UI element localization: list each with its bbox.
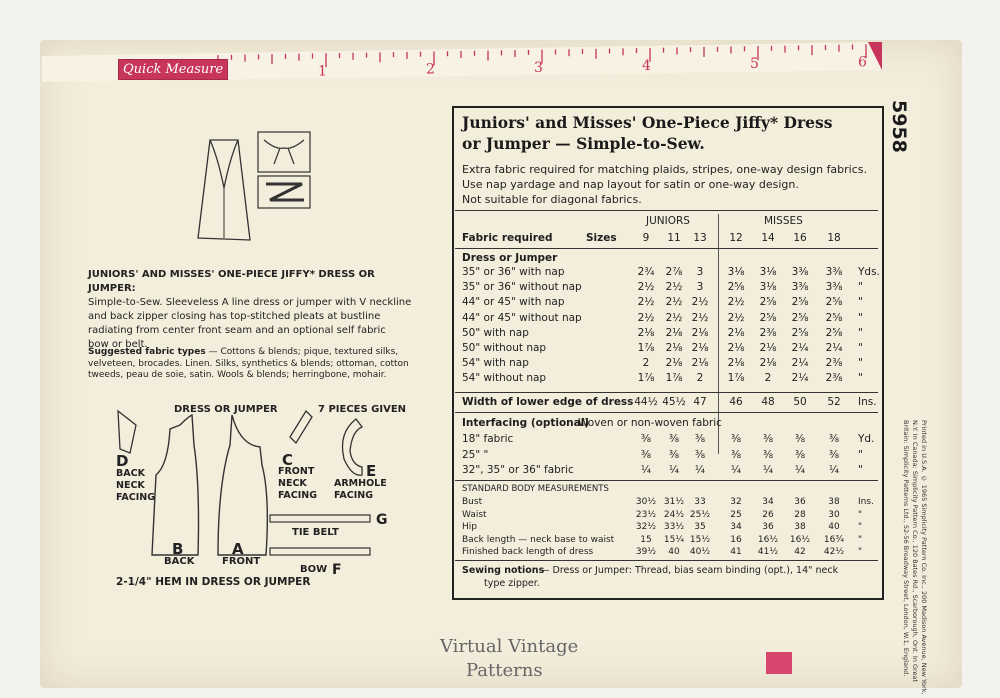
measurement-value: 35 bbox=[694, 522, 706, 533]
yardage-value: 2⅛ bbox=[759, 357, 777, 370]
description-line: radiating from center front seam and an optional self fabric bbox=[88, 325, 386, 336]
copyright-side-print: Printed in U.S.A. © 1965 Simplicity Pattern Co. Inc., 200 Madison Avenue, New York, N.Y. In Canada: Simplicity Pattern Co., 120 Bates Rd., Scarborough, Ont. In Great Britain: Simplicity Patterns Ltd., 52-56 Broadway Street, London, W.1, England. bbox=[902, 420, 928, 695]
row-label: Hip bbox=[462, 522, 477, 533]
notions-label: Sewing notions bbox=[462, 565, 545, 576]
interfacing-value: ⅜ bbox=[794, 448, 806, 461]
yardage-value: 2 bbox=[764, 372, 772, 385]
yardage-value: 2⅝ bbox=[791, 296, 809, 309]
measurement-value: 42 bbox=[794, 547, 806, 558]
yardage-value: 2½ bbox=[665, 311, 683, 324]
misses-header: MISSES bbox=[764, 215, 803, 227]
yardage-value: 3⅜ bbox=[825, 281, 843, 294]
measurement-value: 15 bbox=[640, 534, 652, 545]
pieces-given-label: 7 PIECES GIVEN bbox=[318, 404, 407, 415]
measurement-value: 41 bbox=[730, 547, 742, 558]
ruler-number: 6 bbox=[858, 54, 867, 71]
yardage-value: 3⅛ bbox=[759, 266, 777, 278]
hem-note: 2-1/4" HEM IN DRESS OR JUMPER bbox=[116, 576, 311, 588]
yardage-value: 2⅛ bbox=[665, 342, 683, 354]
measurement-value: 36 bbox=[762, 522, 774, 533]
measurement-value: 42½ bbox=[823, 547, 845, 558]
watermark-line1: Virtual Vintage bbox=[440, 636, 579, 657]
measurement-value: 40½ bbox=[689, 547, 711, 558]
width-value: 50 bbox=[793, 396, 807, 408]
description-line: and back zipper closing has top-stitched pleats at bustline bbox=[88, 311, 381, 322]
measurement-value: 31½ bbox=[663, 497, 685, 507]
measurement-value: 33 bbox=[694, 497, 706, 507]
yardage-value: 2⅛ bbox=[727, 326, 745, 339]
piece-f-letter: F bbox=[332, 562, 342, 578]
measurement-value: 36 bbox=[794, 497, 806, 507]
unit-label: " bbox=[858, 547, 863, 558]
piece-b-label: BACK bbox=[164, 556, 195, 567]
measurement-value: 23½ bbox=[635, 509, 657, 520]
piece-g-label: TIE BELT bbox=[292, 527, 339, 538]
unit-label: Ins. bbox=[858, 396, 877, 408]
divider bbox=[455, 412, 878, 413]
yardage-value: 3 bbox=[696, 266, 704, 278]
yardage-value: 2¾ bbox=[637, 266, 655, 278]
quick-measure-label: Quick Measure bbox=[118, 59, 228, 80]
unit-label: " bbox=[858, 342, 863, 354]
divider bbox=[455, 560, 878, 561]
width-value: 46 bbox=[729, 396, 743, 408]
piece-e-label: ARMHOLE FACING bbox=[334, 478, 387, 501]
unit-label: " bbox=[858, 326, 863, 339]
yardage-value: 2⅞ bbox=[665, 266, 683, 278]
row-label: 50" without nap bbox=[462, 342, 547, 354]
width-value: 52 bbox=[827, 396, 841, 408]
ruler-number: 1 bbox=[318, 63, 327, 80]
measurement-value: 32½ bbox=[635, 522, 657, 533]
yardage-value: 3⅜ bbox=[825, 266, 843, 278]
unit-label: " bbox=[858, 509, 863, 520]
row-label: 35" or 36" without nap bbox=[462, 281, 582, 294]
yardage-value: 2⅛ bbox=[637, 326, 655, 339]
width-row-label: Width of lower edge of dress bbox=[462, 396, 634, 408]
row-label: 18" fabric bbox=[462, 433, 514, 445]
interfacing-value: ¼ bbox=[828, 464, 840, 476]
row-label: 44" or 45" with nap bbox=[462, 296, 565, 309]
yardage-value: 2⅝ bbox=[791, 326, 809, 339]
body-measurements-label: STANDARD BODY MEASUREMENTS bbox=[462, 484, 609, 494]
interfacing-value: ⅜ bbox=[762, 448, 774, 461]
suggested-fabrics bbox=[88, 347, 424, 382]
interfacing-value: ¼ bbox=[730, 464, 742, 476]
yardage-value: 2 bbox=[696, 372, 704, 385]
juniors-header: JUNIORS bbox=[646, 215, 690, 227]
interfacing-value: ⅜ bbox=[668, 433, 680, 445]
yardage-value: 2⅜ bbox=[825, 357, 843, 370]
measurement-value: 15½ bbox=[689, 534, 711, 545]
measurement-value: 26 bbox=[762, 509, 774, 520]
yardage-value: 2⅛ bbox=[727, 342, 745, 354]
description-heading: JUNIORS' AND MISSES' ONE-PIECE JIFFY* DRESS OR JUMPER: bbox=[88, 269, 375, 294]
yardage-value: 2⅝ bbox=[825, 296, 843, 309]
size-header: 9 bbox=[642, 232, 650, 244]
size-header: 12 bbox=[729, 232, 743, 244]
yardage-value: 2⅝ bbox=[759, 311, 777, 324]
measurement-value: 16½ bbox=[789, 534, 811, 545]
piece-g-letter: G bbox=[376, 512, 388, 528]
yardage-value: 2 bbox=[642, 357, 650, 370]
measurement-value: 25 bbox=[730, 509, 742, 520]
yardage-value: 2½ bbox=[637, 296, 655, 309]
interfacing-value: ⅜ bbox=[730, 433, 742, 445]
fabric-required-label: Fabric required bbox=[462, 232, 553, 244]
row-label: 25" " bbox=[462, 448, 489, 461]
yardage-value: 2⅝ bbox=[759, 296, 777, 309]
unit-label: " bbox=[858, 296, 863, 309]
yardage-value: 1⅞ bbox=[637, 342, 655, 354]
divider bbox=[455, 210, 878, 211]
row-label: Waist bbox=[462, 509, 487, 520]
measurement-value: 24½ bbox=[663, 509, 685, 520]
divider bbox=[455, 392, 878, 393]
yardage-value: 2⅛ bbox=[727, 357, 745, 370]
yardage-value: 2½ bbox=[691, 296, 709, 309]
piece-b-letter: B bbox=[172, 540, 184, 558]
ruler-number: 5 bbox=[750, 56, 759, 73]
size-header: 18 bbox=[827, 232, 841, 244]
yardage-value: 2⅝ bbox=[727, 281, 745, 294]
yardage-value: 3 bbox=[696, 281, 704, 294]
row-label: Bust bbox=[462, 497, 483, 507]
interfacing-value: ¼ bbox=[694, 464, 706, 476]
measurement-value: 25½ bbox=[689, 509, 711, 520]
unit-label: " bbox=[858, 281, 863, 294]
interfacing-value: ⅜ bbox=[668, 448, 680, 461]
interfacing-value: ⅜ bbox=[762, 433, 774, 445]
yardage-value: 2⅛ bbox=[665, 357, 683, 370]
yardage-value: 2⅜ bbox=[759, 326, 777, 339]
unit-label: " bbox=[858, 448, 863, 461]
interfacing-value: ⅜ bbox=[730, 448, 742, 461]
measurement-value: 28 bbox=[794, 509, 806, 520]
suggested-label: Suggested fabric types bbox=[88, 347, 206, 357]
row-label: 44" or 45" without nap bbox=[462, 311, 582, 324]
measurement-value: 16½ bbox=[757, 534, 779, 545]
yardage-value: 3⅜ bbox=[791, 281, 809, 294]
row-label: 50" with nap bbox=[462, 326, 529, 339]
yardage-value: 3⅜ bbox=[791, 266, 809, 278]
ruler-number: 2 bbox=[426, 61, 435, 78]
measurement-value: 34 bbox=[730, 522, 742, 533]
ruler-number: 3 bbox=[534, 59, 543, 76]
row-label: 54" without nap bbox=[462, 372, 547, 385]
yardage-value: 2⅝ bbox=[825, 326, 843, 339]
chart-title: Juniors' and Misses' One-Piece Jiffy* Dress or Jumper — Simple-to-Sew. bbox=[462, 113, 833, 153]
interfacing-value: ¼ bbox=[640, 464, 652, 476]
yardage-value: 2⅝ bbox=[825, 311, 843, 324]
pattern-number: 5958 bbox=[888, 100, 910, 153]
yardage-value: 2½ bbox=[727, 296, 745, 309]
description-line: Simple-to-Sew. Sleeveless A line dress or jumper with V neckline bbox=[88, 297, 412, 308]
yardage-value: 2½ bbox=[637, 311, 655, 324]
measurement-value: 34 bbox=[762, 497, 774, 507]
yardage-value: 2½ bbox=[691, 311, 709, 324]
yardage-value: 1⅞ bbox=[727, 372, 745, 385]
interfacing-value: ⅜ bbox=[828, 433, 840, 445]
interfacing-value: ¼ bbox=[668, 464, 680, 476]
measurement-value: 16¾ bbox=[823, 534, 845, 545]
measurement-value: 16 bbox=[730, 534, 742, 545]
interfacing-value: ⅜ bbox=[694, 433, 706, 445]
watermark-line2: Patterns bbox=[466, 660, 543, 681]
measurement-value: 40 bbox=[668, 547, 680, 558]
divider bbox=[455, 248, 878, 249]
size-header: 16 bbox=[793, 232, 807, 244]
chart-intro: Extra fabric required for matching plaids, stripes, one-way design fabrics. Use nap yardage and nap layout for satin or one-way design. Not suitable for diagonal fabrics. bbox=[462, 163, 868, 206]
interfacing-value: ⅜ bbox=[794, 433, 806, 445]
yardage-value: 1⅞ bbox=[637, 372, 655, 385]
measurement-value: 41½ bbox=[757, 547, 779, 558]
yardage-value: 2¼ bbox=[791, 372, 809, 385]
piece-d-letter: D bbox=[116, 452, 129, 470]
interfacing-label: Interfacing (optional) bbox=[462, 417, 590, 429]
yardage-value: 2⅛ bbox=[691, 326, 709, 339]
yardage-value: 2¼ bbox=[791, 357, 809, 370]
piece-e-letter: E bbox=[366, 462, 377, 480]
measurement-value: 30 bbox=[828, 509, 840, 520]
measurement-value: 40 bbox=[828, 522, 840, 533]
interfacing-value: ⅜ bbox=[694, 448, 706, 461]
description-line: bow or belt. bbox=[88, 339, 148, 350]
row-label: Finished back length of dress bbox=[462, 547, 594, 558]
unit-label: " bbox=[858, 372, 863, 385]
piece-a-label: FRONT bbox=[222, 556, 261, 567]
piece-c-label: FRONT NECK FACING bbox=[278, 466, 318, 501]
unit-label: " bbox=[858, 522, 863, 533]
yardage-value: 2½ bbox=[665, 281, 683, 294]
size-header: 13 bbox=[693, 232, 707, 244]
pattern-description bbox=[88, 268, 424, 352]
width-value: 47 bbox=[693, 396, 707, 408]
measurement-value: 32 bbox=[730, 497, 742, 507]
interfacing-note: Woven or non-woven fabric bbox=[578, 417, 722, 429]
unit-label: Yd. bbox=[858, 433, 875, 445]
yardage-value: 2¼ bbox=[825, 342, 843, 354]
unit-label: " bbox=[858, 311, 863, 324]
yardage-value: 3⅛ bbox=[727, 266, 745, 278]
yardage-value: 2⅛ bbox=[691, 342, 709, 354]
unit-label: Ins. bbox=[858, 497, 874, 507]
suggested-line: — Cottons & blends; pique, textured silks, bbox=[208, 347, 399, 357]
row-label: 54" with nap bbox=[462, 357, 529, 370]
yardage-value: 2⅛ bbox=[759, 342, 777, 354]
interfacing-value: ⅜ bbox=[828, 448, 840, 461]
ruler-number: 4 bbox=[642, 58, 651, 74]
yardage-value: 1⅞ bbox=[665, 372, 683, 385]
piece-f-label: BOW bbox=[300, 564, 328, 575]
unit-label: Yds. bbox=[858, 266, 880, 278]
interfacing-value: ¼ bbox=[762, 464, 774, 476]
unit-label: " bbox=[858, 464, 863, 476]
measurement-value: 15¼ bbox=[663, 534, 685, 545]
sizes-label: Sizes bbox=[586, 232, 617, 244]
piece-a-letter: A bbox=[232, 540, 244, 558]
interfacing-value: ⅜ bbox=[640, 448, 652, 461]
pink-tab bbox=[766, 652, 792, 674]
measurement-value: 38 bbox=[828, 497, 840, 507]
measurement-value: 33½ bbox=[663, 522, 685, 533]
dress-or-jumper-label: DRESS OR JUMPER bbox=[174, 404, 278, 415]
width-value: 48 bbox=[761, 396, 775, 408]
width-value: 44½ bbox=[634, 396, 658, 408]
measurement-value: 38 bbox=[794, 522, 806, 533]
dress-illustration bbox=[180, 128, 320, 248]
unit-label: " bbox=[858, 534, 863, 545]
row-label: 32", 35" or 36" fabric bbox=[462, 464, 574, 476]
suggested-line: velveteen, brocades. Linen. Silks, synthetics & blends; ottoman, cotton bbox=[88, 358, 409, 369]
size-header: 14 bbox=[761, 232, 775, 244]
interfacing-value: ¼ bbox=[794, 464, 806, 476]
divider bbox=[455, 480, 878, 481]
yardage-value: 2⅝ bbox=[791, 311, 809, 324]
width-value: 45½ bbox=[662, 396, 686, 408]
interfacing-value: ⅜ bbox=[640, 433, 652, 445]
yardage-value: 2½ bbox=[727, 311, 745, 324]
yardage-value: 2⅛ bbox=[665, 326, 683, 339]
unit-label: " bbox=[858, 357, 863, 370]
row-label: 35" or 36" with nap bbox=[462, 266, 565, 278]
measurement-value: 39½ bbox=[635, 547, 657, 558]
piece-d-label: BACK NECK FACING bbox=[116, 468, 156, 503]
yardage-value: 3⅛ bbox=[759, 281, 777, 294]
dress-section-label: Dress or Jumper bbox=[462, 252, 558, 264]
row-label: Back length — neck base to waist bbox=[462, 534, 615, 545]
notions-text: type zipper. bbox=[484, 578, 540, 589]
notions-text: — Dress or Jumper: Thread, bias seam binding (opt.), 14" neck bbox=[540, 565, 839, 576]
yardage-value: 2¼ bbox=[791, 342, 809, 354]
suggested-line: tweeds, peau de soie, satin. Wools & blends; herringbone, mohair. bbox=[88, 370, 387, 380]
yardage-value: 2½ bbox=[665, 296, 683, 309]
measurement-value: 30½ bbox=[635, 497, 657, 507]
size-header: 11 bbox=[667, 232, 681, 244]
yardage-value: 2⅛ bbox=[691, 357, 709, 370]
piece-c-letter: C bbox=[282, 451, 294, 469]
yardage-value: 2⅜ bbox=[825, 372, 843, 385]
yardage-value: 2½ bbox=[637, 281, 655, 294]
